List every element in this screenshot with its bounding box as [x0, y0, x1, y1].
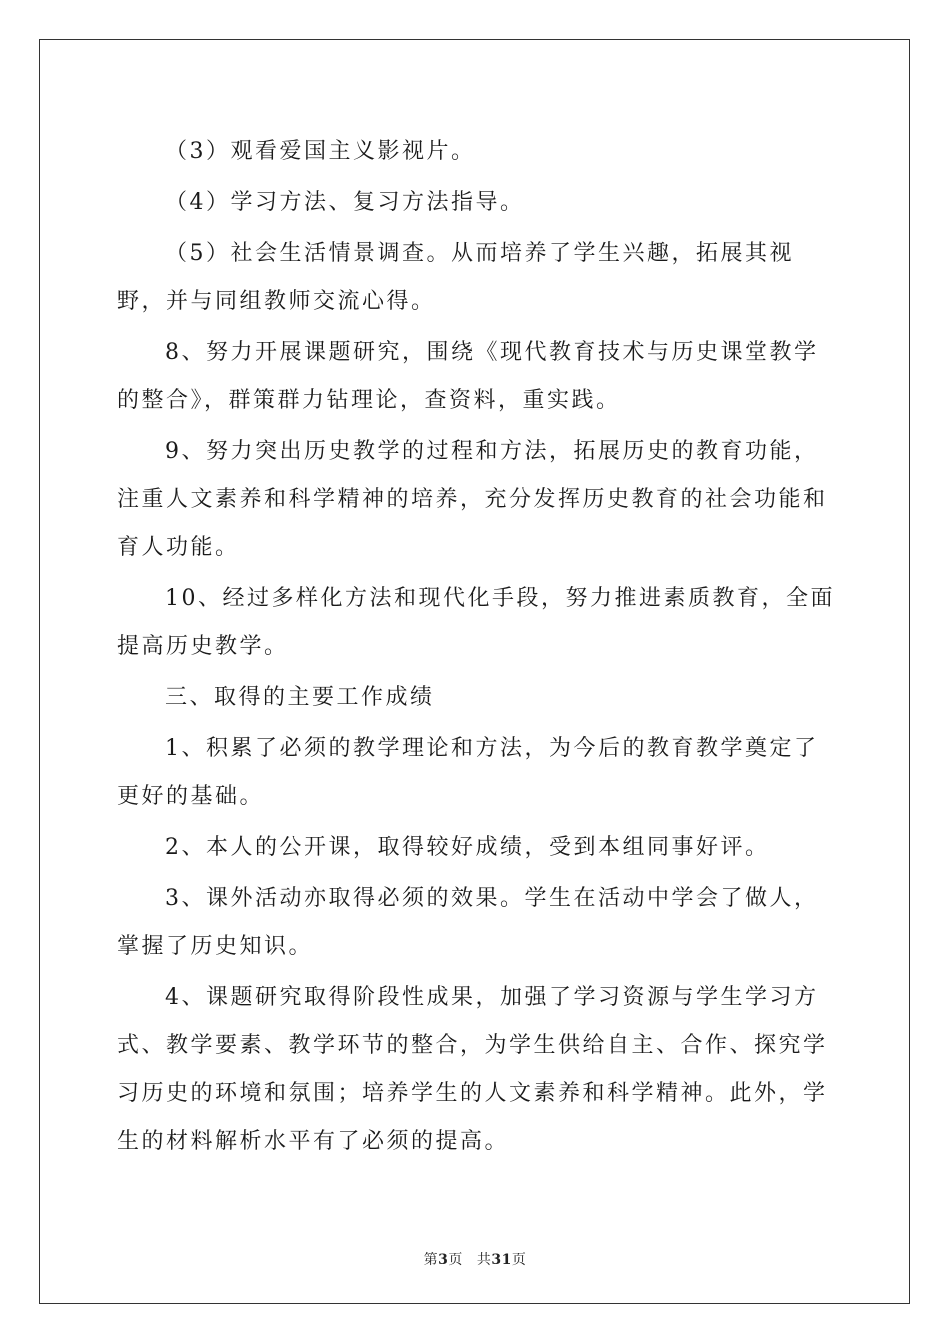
paragraph-activity-4: （4）学习方法、复习方法指导。 — [165, 190, 525, 215]
document-body — [117, 128, 837, 1166]
paragraph-achievement-4: 4、课题研究取得阶段性成果，加强了学习资源与学生学习方式、教学要素、教学环节的整合，为学生供给自主、合作、探究学习历史的环境和氛围；培养学生的人文素养和科学精神。此外，学生的材料解析水平有了必须的提高。 — [117, 985, 828, 1154]
paragraph-activity-5: （5）社会生活情景调查。从而培养了学生兴趣，拓展其视野，并与同组教师交流心得。 — [117, 241, 794, 314]
footer-total-pages: 31 — [491, 1252, 512, 1268]
paragraph-item-10: 10、经过多样化方法和现代化手段，努力推进素质教育，全面提高历史教学。 — [117, 586, 835, 659]
page-footer — [0, 1249, 950, 1269]
paragraph-item-8: 8、努力开展课题研究，围绕《现代教育技术与历史课堂教学的整合》，群策群力钻理论，查资料，重实践。 — [117, 340, 819, 413]
section-heading-achievements: 三、取得的主要工作成绩 — [165, 685, 435, 710]
footer-total-prefix: 共 — [476, 1252, 492, 1268]
footer-total-suffix: 页 — [511, 1252, 527, 1268]
paragraph-achievement-2: 2、本人的公开课，取得较好成绩，受到本组同事好评。 — [165, 835, 770, 860]
footer-page-prefix: 第 — [423, 1252, 439, 1268]
paragraph-activity-3: （3）观看爱国主义影视片。 — [165, 139, 476, 164]
footer-current-page: 3 — [438, 1252, 449, 1268]
footer-page-suffix: 页 — [448, 1252, 463, 1268]
paragraph-item-9: 9、努力突出历史教学的过程和方法，拓展历史的教育功能，注重人文素养和科学精神的培养，充分发挥历史教育的社会功能和育人功能。 — [117, 439, 828, 560]
paragraph-achievement-1: 1、积累了必须的教学理论和方法，为今后的教育教学奠定了更好的基础。 — [117, 736, 819, 809]
paragraph-achievement-3: 3、课外活动亦取得必须的效果。学生在活动中学会了做人，掌握了历史知识。 — [117, 886, 819, 959]
